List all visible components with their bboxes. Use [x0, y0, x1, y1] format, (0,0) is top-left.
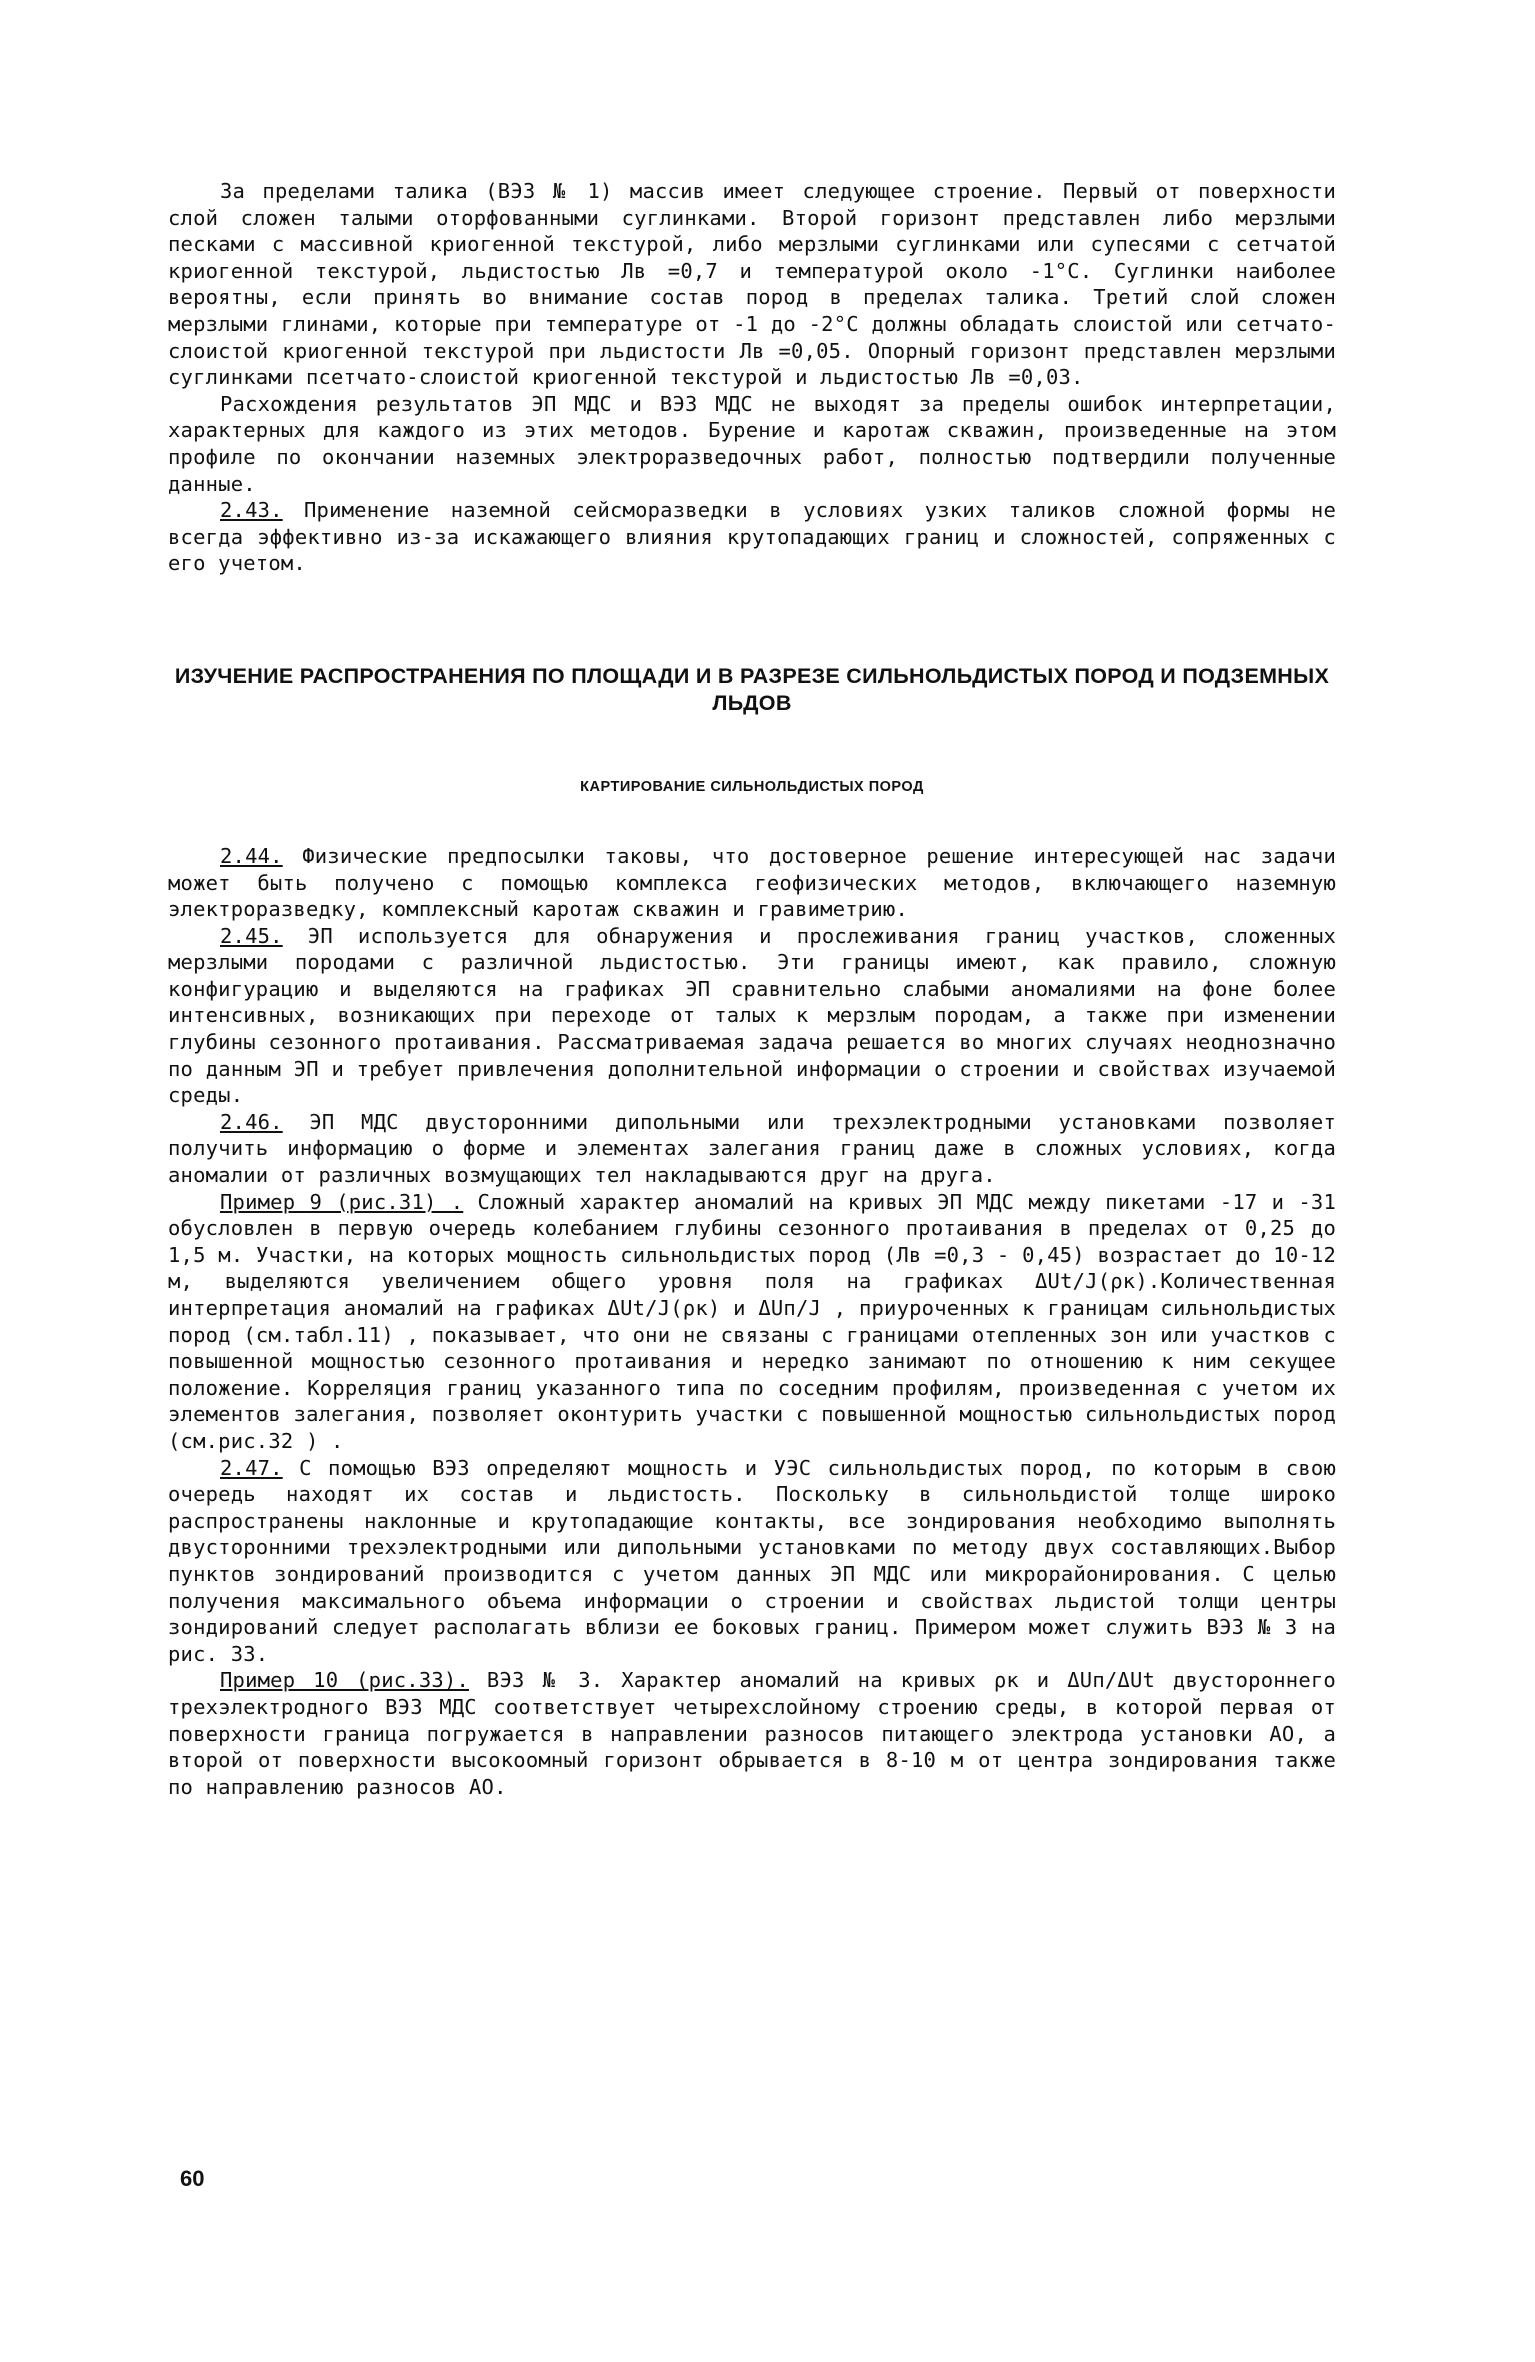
section-number: 2.45.	[220, 923, 283, 948]
main-heading: ИЗУЧЕНИЕ РАСПРОСТРАНЕНИЯ ПО ПЛОЩАДИ И В РАЗРЕЗЕ СИЛЬНОЛЬДИСТЫХ ПОРОД И ПОДЗЕМНЫХ ЛЬДОВ	[174, 663, 1330, 715]
section-text: Физические предпосылки таковы, что достоверное решение интересующей нас задачи может быть получено с помощью комплекса геофизических методов, включающего наземную электроразведку, комплексный каротаж скважин и гравиметрию.	[168, 843, 1336, 922]
section-number: 2.44.	[220, 843, 283, 868]
section-2-46	[168, 1109, 1336, 1189]
example-text: Сложный характер аномалий на кривых ЭП МДС между пикетами -17 и -31 обусловлен в первую очередь колебанием глубины сезонного протаивания в пределах от 0,25 до 1,5 м. Участки, на которых мощность сильнольдистых пород (Лв =0,3 - 0,45) возрастает до 10-12 м, выделяются увеличением общего уровня поля на графиках ΔUt/J(ρк).Количественная интерпретация аномалий на графиках ΔUt/J(ρк) и ΔUп/J , приуроченных к границам сильнольдистых пород (см.табл.11) , показывает, что они не связаны с границами отепленных зон или участков с повышенной мощностью сезонного протаивания и нередко занимают по отношению к ним секущее положение. Корреляция границ указанного типа по соседним профилям, произведенная с учетом их элементов залегания, позволяет оконтурить участки с повышенной мощностью сильнольдистых пород (см.рис.32 ) .	[168, 1189, 1336, 1453]
section-number: 2.46.	[220, 1109, 283, 1134]
page-content	[168, 178, 1336, 1800]
example-label: Пример 10 (рис.33).	[220, 1668, 470, 1693]
section-2-45	[168, 923, 1336, 1109]
section-text: С помощью ВЭЗ определяют мощность и УЭС сильнольдистых пород, по которым в свою очередь находят их состав и льдистость. Поскольку в сильнольдистой толще широко распространены наклонные и крутопадающие контакты, все зондирования необходимо выполнять двусторонними трехэлектродными или дипольными установками по методу двух составляющих.Выбор пунктов зондирований производится с учетом данных ЭП МДС или микрорайонирования. С целью получения максимального объема информации о строении и свойствах льдистой толщи центры зондирований следует располагать вблизи ее боковых границ. Примером может служить ВЭЗ № 3 на рис. 33.	[168, 1455, 1336, 1666]
sub-heading: КАРТИРОВАНИЕ СИЛЬНОЛЬДИСТЫХ ПОРОД	[580, 778, 924, 795]
section-text: ЭП МДС двусторонними дипольными или трехэлектродными установками позволяет получить информацию о форме и элементах залегания границ даже в сложных условиях, когда аномалии от различных возмущающих тел накладываются друг на друга.	[168, 1109, 1336, 1188]
section-2-44	[168, 843, 1336, 923]
section-number: 2.43.	[220, 498, 283, 523]
example-label: Пример 9 (рис.31) .	[220, 1189, 464, 1214]
section-2-47	[168, 1455, 1336, 1668]
example-text: ВЭЗ № 3. Характер аномалий на кривых ρк и ΔUп/ΔUt двустороннего трехэлектродного ВЭЗ МДС соответствует четырехслойному строению среды, в которой первая от поверхности граница погружается в направлении разносов питающего электрода установки АО, а второй от поверхности высокоомный горизонт обрывается в 8-10 м от центра зондирования также по направлению разносов АО.	[168, 1668, 1336, 1799]
section-text: ЭП используется для обнаружения и прослеживания границ участков, сложенных мерзлыми породами с различной льдистостью. Эти границы имеют, как правило, сложную конфигурацию и выделяются на графиках ЭП сравнительно слабыми аномалиями на фоне более интенсивных, возникающих при переходе от талых к мерзлым породам, а также при изменении глубины сезонного протаивания. Рассматриваемая задача решается во многих случаях неоднозначно по данным ЭП и требует привлечения дополнительной информации о строении и свойствах изучаемой среды.	[168, 923, 1336, 1108]
section-2-43	[168, 497, 1336, 577]
intro-paragraph-1: За пределами талика (ВЭЗ № 1) массив имеет следующее строение. Первый от поверхности слой сложен талыми оторфованными суглинками. Второй горизонт представлен либо мерзлыми песками с массивной криогенной текстурой, либо мерзлыми суглинками или супесями с сетчатой криогенной текстурой, льдистостью Лв =0,7 и температурой около -1°С. Суглинки наиболее вероятны, если принять во внимание состав пород в пределах талика. Третий слой сложен мерзлыми глинами, которые при температуре от -1 до -2°С должны обладать слоистой или сетчато-слоистой криогенной текстурой при льдистости Лв =0,05. Опорный горизонт представлен мерзлыми суглинками псетчато-слоистой криогенной текстурой и льдистостью Лв =0,03.	[168, 179, 1336, 390]
page-number: 60	[180, 2166, 205, 2191]
section-text: Применение наземной сейсморазведки в условиях узких таликов сложной формы не всегда эффективно из-за искажающего влияния крутопадающих границ и сложностей, сопряженных с его учетом.	[168, 498, 1336, 576]
intro-paragraph-2: Расхождения результатов ЭП МДС и ВЭЗ МДС не выходят за пределы ошибок интерпретации, характерных для каждого из этих методов. Бурение и каротаж скважин, произведенные на этом профиле по окончании наземных электроразведочных работ, полностью подтвердили полученные данные.	[168, 391, 1336, 496]
section-number: 2.47.	[220, 1455, 283, 1480]
example-9	[168, 1189, 1336, 1455]
example-10	[168, 1667, 1336, 1800]
